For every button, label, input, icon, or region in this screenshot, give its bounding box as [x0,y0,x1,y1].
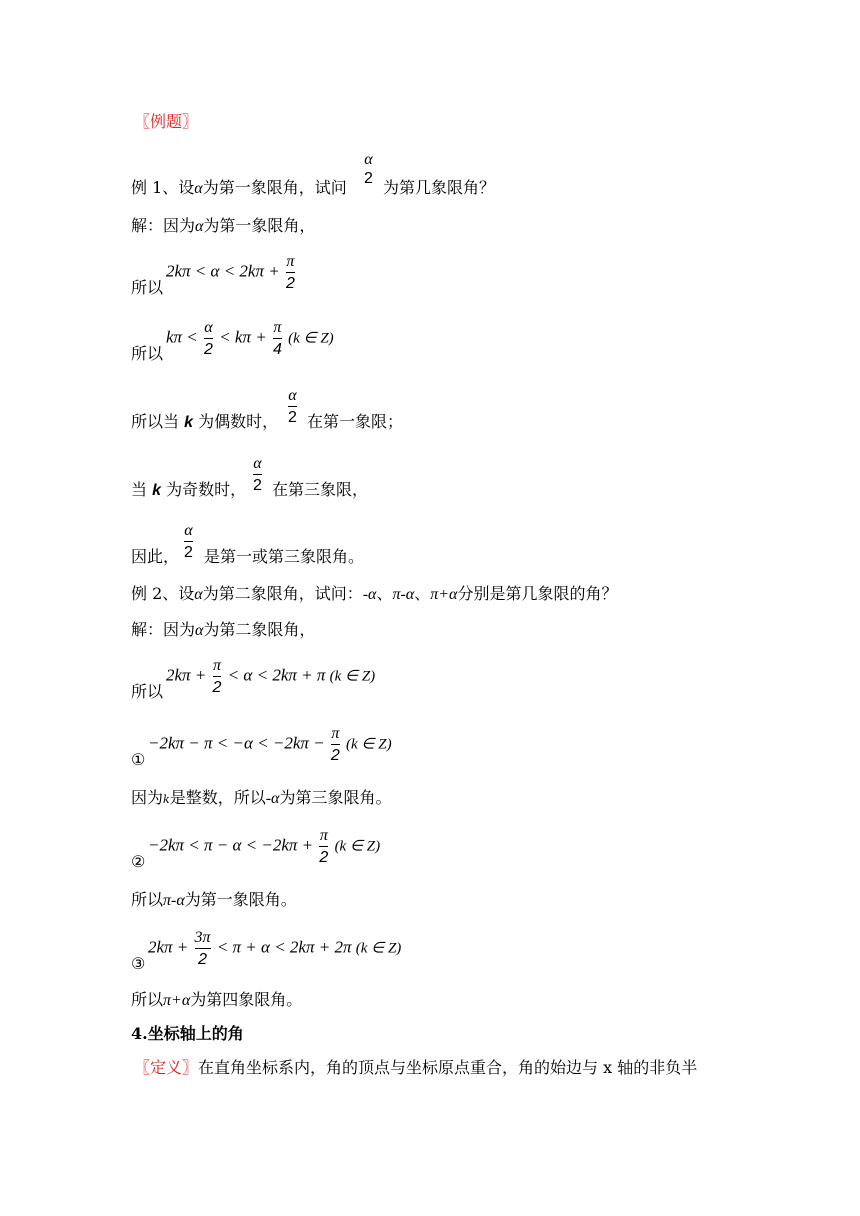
circled-1: ① [131,750,146,769]
numerator: α [288,387,297,404]
ex2-because-line [131,788,391,810]
eq2-b: < kπ + [219,327,267,347]
ex1-question [131,178,347,199]
ex2-inequality-c2 [148,826,380,867]
so-label-2: 所以 [131,344,164,363]
eq-a: 2kπ + [166,665,207,685]
numerator: π [273,319,282,336]
ex1-q-pre: 例 1、设 [131,178,195,197]
pi-minus-alpha: π-α [163,892,185,909]
numerator: α [184,522,193,539]
ex2-inequality-1 [166,656,375,697]
circled-2: ② [131,852,146,871]
ex1-conclusion-post: 是第一或第三象限角。 [204,547,365,566]
denominator: 2 [364,170,373,187]
res-post: 为第四象限角。 [190,990,303,1009]
fraction-alpha-over-2 [364,150,373,188]
alpha-symbol: α [194,586,203,603]
odd-mid: 为奇数时， [166,480,247,499]
even-post: 在第一象限； [307,412,404,431]
odd-pre: 当 [131,480,148,499]
k-in-z: (k ∈ Z) [329,668,376,685]
fraction-alpha-over-2 [184,521,193,562]
denominator: 2 [204,341,213,358]
numerator: α [364,151,373,168]
alpha-symbol: α [195,622,204,639]
pi-plus-alpha: π+α [163,992,191,1009]
alpha-symbol: α [194,180,203,197]
ex1-q-post: 为第几象限角？ [383,178,496,197]
numerator: α [253,455,262,472]
separator: 、 [414,584,431,603]
eq-b: < α < 2kπ + π [227,665,326,685]
fraction-pi-over-2 [331,724,340,765]
numerator: π [331,725,340,742]
denominator: 2 [288,409,297,426]
numerator: π [212,657,221,674]
eq1-text: 2kπ < α < 2kπ + [166,261,280,281]
ex2-q-post: 分别是第几象限的角？ [457,584,618,603]
k-in-z: (k ∈ Z) [355,940,402,957]
k-small: k [163,793,170,806]
denominator: 2 [212,679,222,696]
ex2-result-3 [131,990,302,1011]
pi-plus-alpha: π+α [430,586,458,603]
sol-pre: 解：因为 [131,216,196,235]
sol-post: 为第一象限角， [203,216,316,235]
eq-c2: −2kπ < π − α < −2kπ + [148,835,314,855]
numerator: 3π [194,929,211,946]
k-in-z: (k ∈ Z) [288,330,334,347]
res-pre: 所以 [131,990,164,1009]
sol-pre: 解：因为 [131,620,196,639]
ex2-inequality-c1 [148,724,392,765]
eq-c3-b: < π + α < 2kπ + 2π [216,937,352,957]
fraction-alpha-over-2 [253,454,262,495]
denominator: 2 [319,849,329,866]
numerator: π [286,253,295,270]
ex1-even-line [131,412,278,433]
fraction-pi-over-2 [213,656,222,697]
denominator: 2 [330,747,340,764]
definition-line [134,1058,697,1078]
so-label-1: 所以 [131,278,164,297]
because-pre: 因为 [131,788,164,807]
k-symbol: k [152,482,162,499]
k-symbol: k [184,414,194,431]
ex1-solution-line [131,216,315,237]
example-heading: 〖例题〗 [134,112,199,131]
section-title: 4.坐标轴上的角 [131,1024,244,1043]
fraction-pi-over-2 [286,252,295,293]
fraction-alpha-over-2 [204,318,213,359]
definition-tag: 〖定义〗 [134,1058,199,1077]
circled-3: ③ [131,954,146,973]
ex2-q-mid: 为第二象限角，试问： [202,584,363,603]
alpha-symbol: α [195,218,204,235]
fraction-pi-over-4 [273,318,282,359]
ex2-question [131,584,617,605]
ex1-inequality-2 [166,318,334,359]
res-post: 为第一象限角。 [184,890,297,909]
ex2-solution-line [131,620,315,641]
denominator: 2 [198,951,207,968]
ex1-q-mid: 为第一象限角，试问 [202,178,347,197]
neg-alpha: -α [265,790,280,807]
even-mid: 为偶数时， [198,412,279,431]
odd-post: 在第三象限， [272,480,369,499]
eq-c3-a: 2kπ + [148,937,189,957]
sol-post: 为第二象限角， [203,620,316,639]
ex2-q-pre: 例 2、设 [131,584,195,603]
eq-c1: −2kπ − π < −α < −2kπ − [148,733,325,753]
numerator: α [204,319,213,336]
k-in-z: (k ∈ Z) [334,838,381,855]
denominator: 2 [285,275,295,292]
because-post: 为第三象限角。 [279,788,392,807]
neg-alpha: -α [362,586,377,603]
ex1-conclusion-pre: 因此， [131,547,180,566]
separator: 、 [376,584,393,603]
denominator: 2 [253,477,262,494]
res-pre: 所以 [131,890,164,909]
k-in-z: (k ∈ Z) [346,736,392,753]
so-label-3: 所以 [131,682,164,701]
because-mid: 是整数，所以 [169,788,266,807]
denominator: 4 [272,341,282,358]
even-pre: 所以当 [131,412,180,431]
eq2-a: kπ < [166,327,198,347]
ex2-inequality-c3 [148,928,401,969]
fraction-3pi-over-2 [195,928,211,969]
ex1-odd-line [131,480,246,501]
ex2-result-2 [131,890,297,911]
pi-minus-alpha: π-α [392,586,415,603]
fraction-pi-over-2 [319,826,328,867]
denominator: 2 [184,544,193,561]
ex1-inequality-1 [166,252,297,293]
fraction-alpha-over-2 [288,386,297,427]
definition-text: 在直角坐标系内，角的顶点与坐标原点重合，角的始边与 x 轴的非负半 [198,1058,698,1077]
numerator: π [319,827,328,844]
